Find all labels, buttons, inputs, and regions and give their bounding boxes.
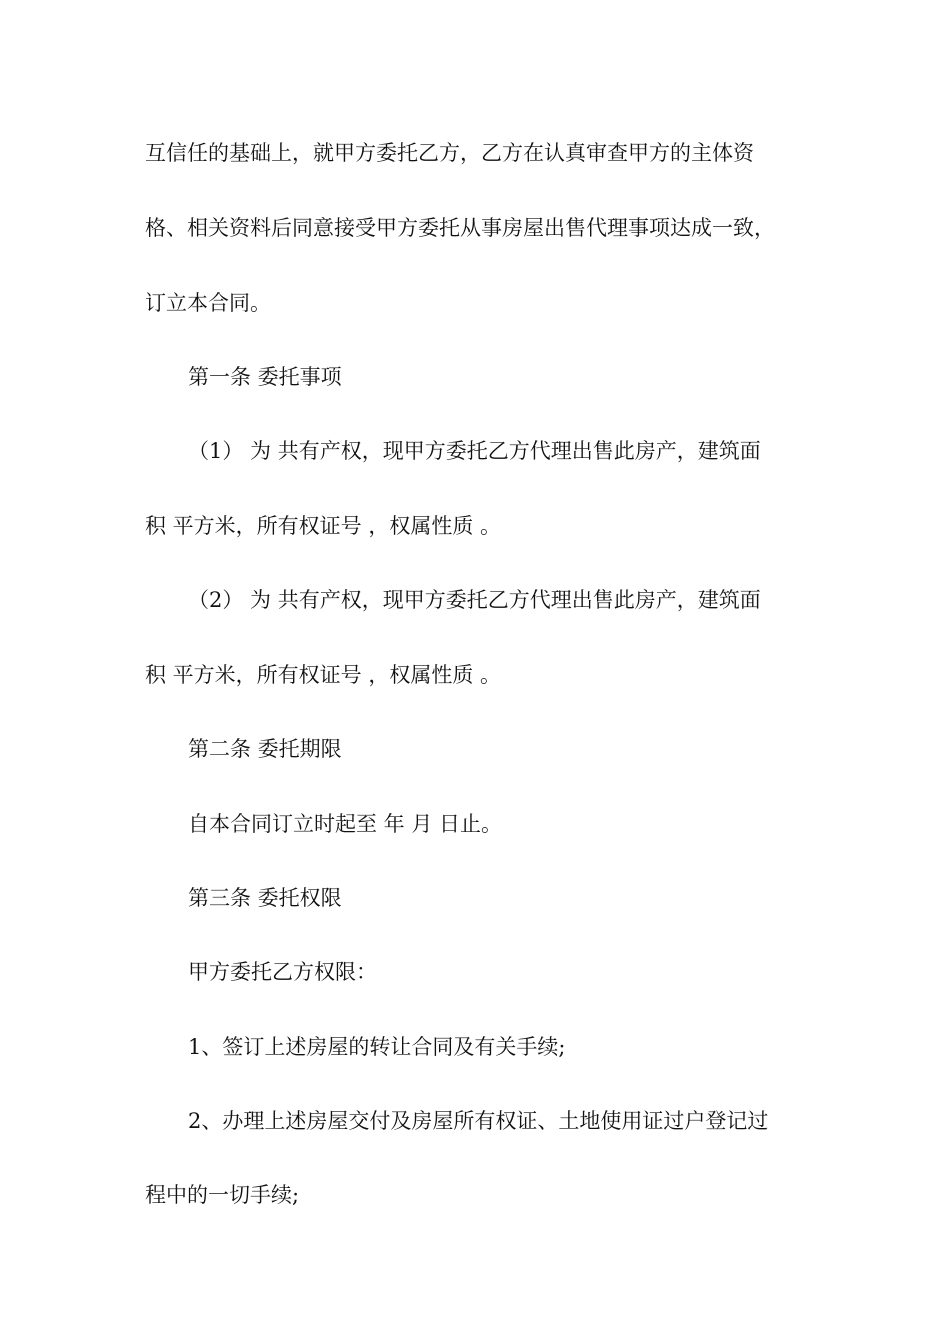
paragraph-line: 格、相关资料后同意接受甲方委托从事房屋出售代理事项达成一致， — [145, 216, 775, 240]
paragraph-line: 互信任的基础上，就甲方委托乙方，乙方在认真审查甲方的主体资 — [145, 141, 754, 165]
article-heading-2: 第二条 委托期限 — [188, 737, 342, 761]
paragraph-line: （1） 为 共有产权，现甲方委托乙方代理出售此房产，建筑面 — [188, 439, 761, 463]
paragraph-line: 订立本合同。 — [145, 291, 271, 315]
article-heading-3: 第三条 委托权限 — [188, 886, 342, 910]
paragraph-line: 甲方委托乙方权限： — [188, 960, 377, 984]
article-heading-1: 第一条 委托事项 — [188, 365, 342, 389]
list-item: 1、签订上述房屋的转让合同及有关手续; — [188, 1035, 566, 1059]
paragraph-line: 积 平方米，所有权证号 ，权属性质 。 — [145, 663, 502, 687]
paragraph-line: 程中的一切手续; — [145, 1183, 300, 1207]
paragraph-line: 自本合同订立时起至 年 月 日止。 — [188, 812, 503, 836]
list-item: 2、办理上述房屋交付及房屋所有权证、土地使用证过户登记过 — [188, 1109, 769, 1133]
paragraph-line: 积 平方米，所有权证号 ，权属性质 。 — [145, 514, 502, 538]
paragraph-line: （2） 为 共有产权，现甲方委托乙方代理出售此房产，建筑面 — [188, 588, 761, 612]
